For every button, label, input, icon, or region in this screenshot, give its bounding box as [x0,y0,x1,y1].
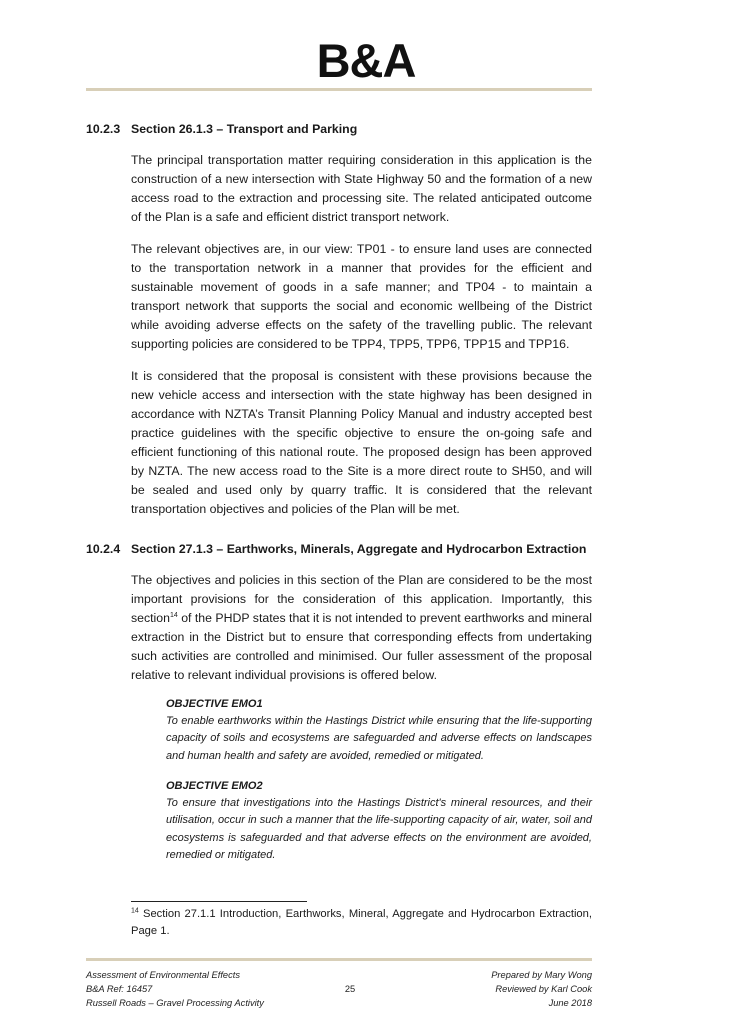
footer-reviewed-by: Reviewed by Karl Cook [495,984,592,994]
paragraph: The relevant objectives are, in our view: TP01 - to ensure land uses are connected to the transportation network in a manner that provides for the efficient and sustainable movement of goods in a safe manner; and TP04 - to maintain a transport network that supports the social and economic wellbeing of the District while avoiding adverse effects on the safety of the travelling public. The relevant supporting policies are considered to be TPP4, TPP5, TPP6, TPP15 and TPP16. [131,242,592,351]
company-logo: B&A [316,34,416,87]
intro-text-continued: of the PHDP states that it is not intended to prevent earthworks and mineral extraction in the District but to ensure that corresponding effects from undertaking such activities are controlled and minimised. Our fuller assessment of the proposal relative to relevant individual provisions is offered below. [131,611,592,682]
footer-reference: B&A Ref: 16457 [86,984,153,994]
objective-title: OBJECTIVE EMO2 [166,780,263,792]
footer-document-title: Assessment of Environmental Effects [86,970,240,980]
footnote-divider [131,901,307,902]
footer-right [491,968,592,1010]
header-divider [86,88,592,91]
section-heading-10-2-3 [86,121,357,137]
footer-project: Russell Roads – Gravel Processing Activity [86,998,264,1008]
footnote [131,906,592,940]
paragraph-intro [131,571,592,685]
footnote-text: Section 27.1.1 Introduction, Earthworks, Mineral, Aggregate and Hydrocarbon Extraction, Page 1. [131,908,592,937]
paragraph: It is considered that the proposal is consistent with these provisions because the new vehicle access and intersection with the state highway has been designed in accordance with NZTA’s Transit Planning Policy Manual and industry accepted best practice guidelines with the specific objective to ensure the on-going safe and efficient functioning of this national route. The proposed design has been approved by NZTA. The new access road to the Site is a more direct route to SH50, and will be sealed and used only by quarry traffic. It is considered that the relevant transportation objectives and policies of the Plan will be met. [131,369,592,516]
section-title: Section 26.1.3 – Transport and Parking [131,122,358,136]
objective-title: OBJECTIVE EMO1 [166,698,263,710]
section-heading-10-2-4 [86,541,586,557]
footer-left [86,968,264,1010]
footer-prepared-by: Prepared by Mary Wong [491,970,592,980]
footnote-number: 14 [131,907,139,915]
intro-text: The objectives and policies in this section of the Plan are considered to be the most important provisions for the consideration of this application. Importantly, this section [131,573,592,625]
footer-date: June 2018 [548,998,592,1008]
footer-divider [86,958,592,961]
section-number: 10.2.3 [86,122,121,136]
footnote-reference[interactable]: 14 [169,611,178,619]
objective-text: To enable earthworks within the Hastings District while ensuring that the life-supporting capacity of soils and ecosystems are safeguarded and adverse effects on landscapes and human health and safety are avoided, remedied or mitigated. [166,715,592,762]
section-number: 10.2.4 [86,542,121,556]
page-number: 25 [344,984,356,994]
section-title: Section 27.1.3 – Earthworks, Minerals, Aggregate and Hydrocarbon Extraction [131,542,587,556]
paragraph: The principal transportation matter requiring consideration in this application is the construction of a new intersection with State Highway 50 and the formation of a new access road to the extraction and processing site. The related anticipated outcome of the Plan is a safe and efficient district transport network. [131,153,592,224]
objective-text: To ensure that investigations into the Hastings District's mineral resources, and their utilisation, occur in such a manner that the life-supporting capacity of air, water, soil and ecosystems is safeguarded and that adverse effects on the environment are avoided, remedied or mitigated. [166,797,592,861]
